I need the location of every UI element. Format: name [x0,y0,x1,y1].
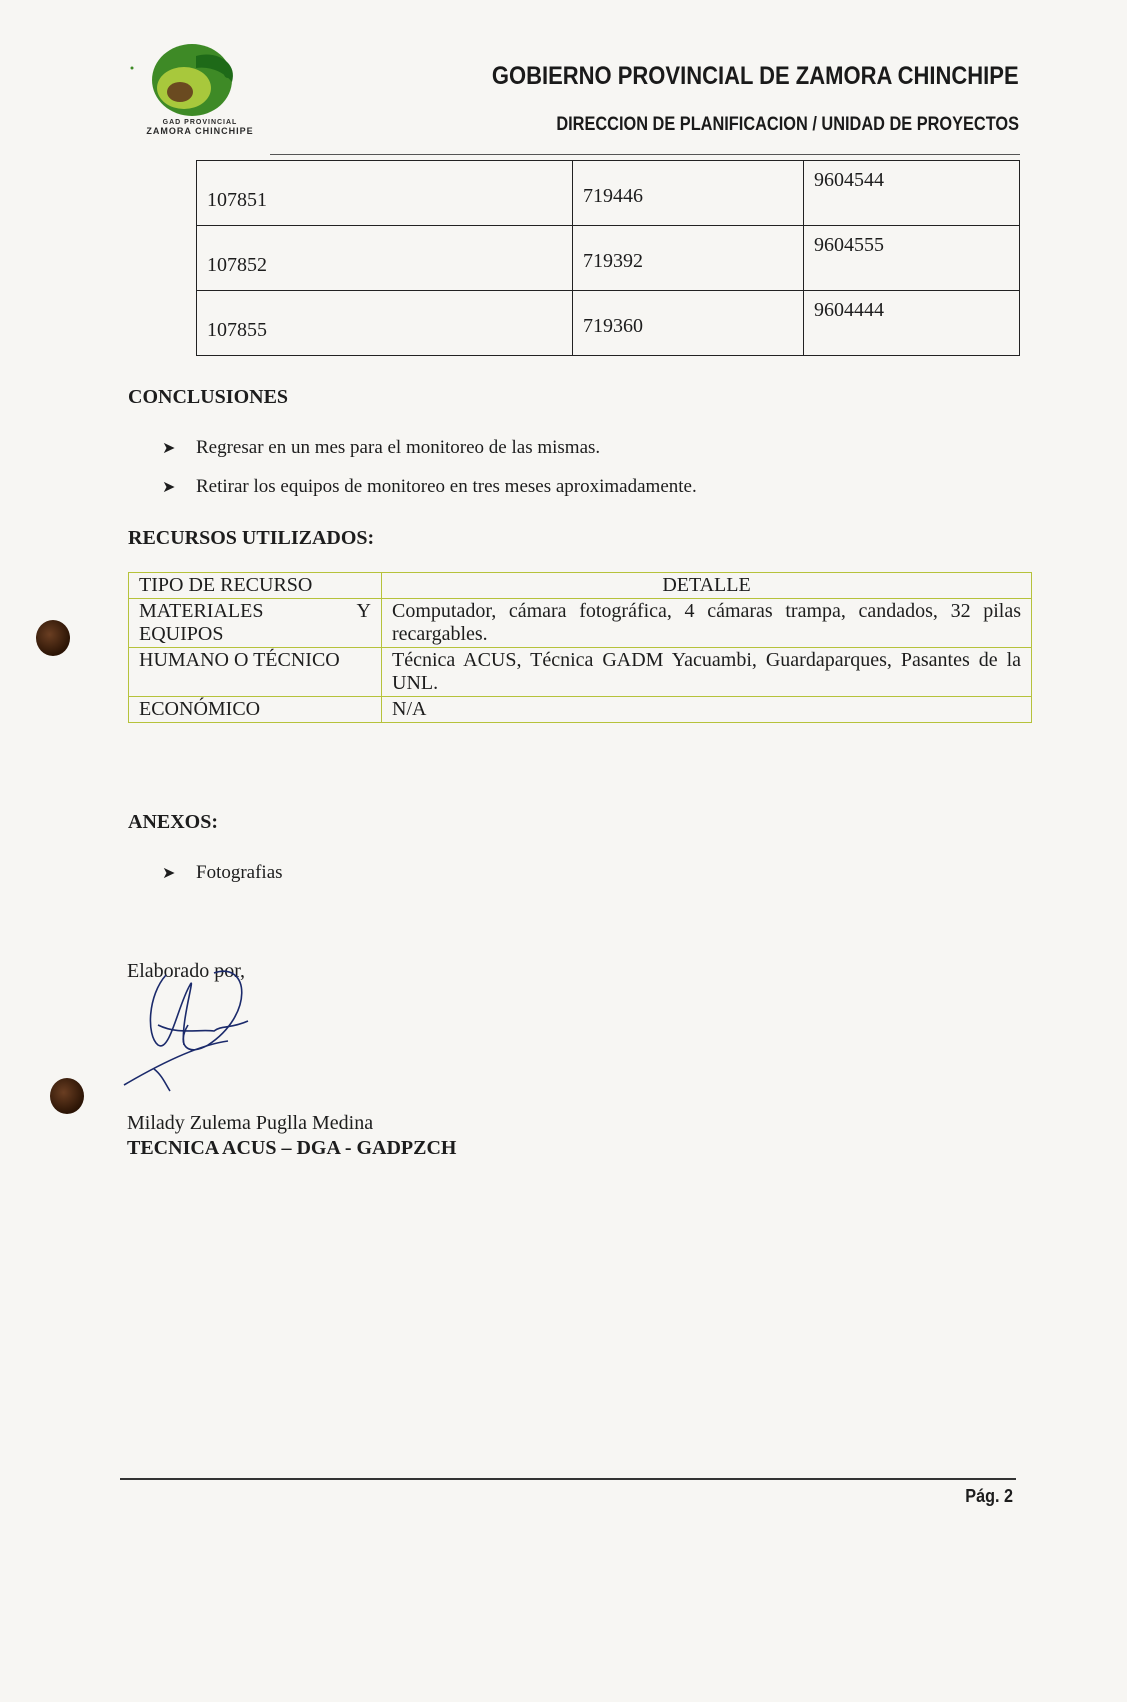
footer-rule [120,1478,1016,1480]
table-cell: 107851 [197,161,573,226]
table-cell: 719392 [573,226,804,291]
provincial-logo [120,30,280,160]
table-row [197,291,1020,356]
table-cell: HUMANO O TÉCNICO [129,648,382,697]
table-header-row [129,573,1032,599]
table-cell: Técnica ACUS, Técnica GADM Yacuambi, Guardaparques, Pasantes de la UNL. [382,648,1032,697]
resources-table [128,572,1032,723]
header-rule [270,154,1020,155]
column-header-detalle: DETALLE [382,573,1032,599]
table-cell: 107855 [197,291,573,356]
logo-caption [120,118,280,136]
recursos-heading: RECURSOS UTILIZADOS: [128,527,375,549]
table-cell: 9604555 [804,226,1020,291]
page-subtitle: DIRECCION DE PLANIFICACION / UNIDAD DE PROYECTOS [556,114,1019,135]
cell-text: Y [356,600,371,622]
arrow-bullet-icon: ➤ [162,438,176,457]
page-title: GOBIERNO PROVINCIAL DE ZAMORA CHINCHIPE [492,62,1019,90]
signer-role: TECNICA ACUS – DGA - GADPZCH [127,1137,457,1159]
table-cell: 9604444 [804,291,1020,356]
table-row [129,599,1032,648]
table-row [197,161,1020,226]
table-cell: Computador, cámara fotográfica, 4 cámaras trampa, candados, 32 pilas recargables. [382,599,1032,648]
coordinates-table [196,160,1020,356]
table-cell: 9604544 [804,161,1020,226]
punch-hole-bottom [50,1078,84,1114]
cell-text: EQUIPOS [139,623,224,645]
logo-caption-line1: GAD PROVINCIAL [162,119,238,126]
table-cell: 719446 [573,161,804,226]
table-cell: N/A [382,697,1032,723]
list-item [162,437,600,459]
list-item-text: Retirar los equipos de monitoreo en tres meses aproximadamente. [196,476,697,497]
table-cell [129,599,382,648]
column-header-tipo: TIPO DE RECURSO [129,573,382,599]
list-item-text: Regresar en un mes para el monitoreo de las mismas. [196,437,601,458]
handwritten-signature [118,965,268,1095]
logo-caption-line2: ZAMORA CHINCHIPE [146,126,254,136]
cell-text: MATERIALES [139,600,264,622]
table-cell: ECONÓMICO [129,697,382,723]
anexos-heading: ANEXOS: [128,811,219,833]
page-number: Pág. 2 [965,1486,1013,1506]
arrow-bullet-icon: ➤ [162,477,176,496]
table-row [129,697,1032,723]
arrow-bullet-icon: ➤ [162,863,176,882]
table-cell: 107852 [197,226,573,291]
table-row [197,226,1020,291]
list-item [162,862,283,884]
list-item [162,476,697,498]
table-row [129,648,1032,697]
signer-name: Milady Zulema Puglla Medina [127,1112,374,1134]
table-cell: 719360 [573,291,804,356]
conclusiones-heading: CONCLUSIONES [128,386,289,408]
list-item-text: Fotografias [196,862,283,883]
punch-hole-top [36,620,70,656]
elaborado-label: Elaborado por, [127,960,246,982]
